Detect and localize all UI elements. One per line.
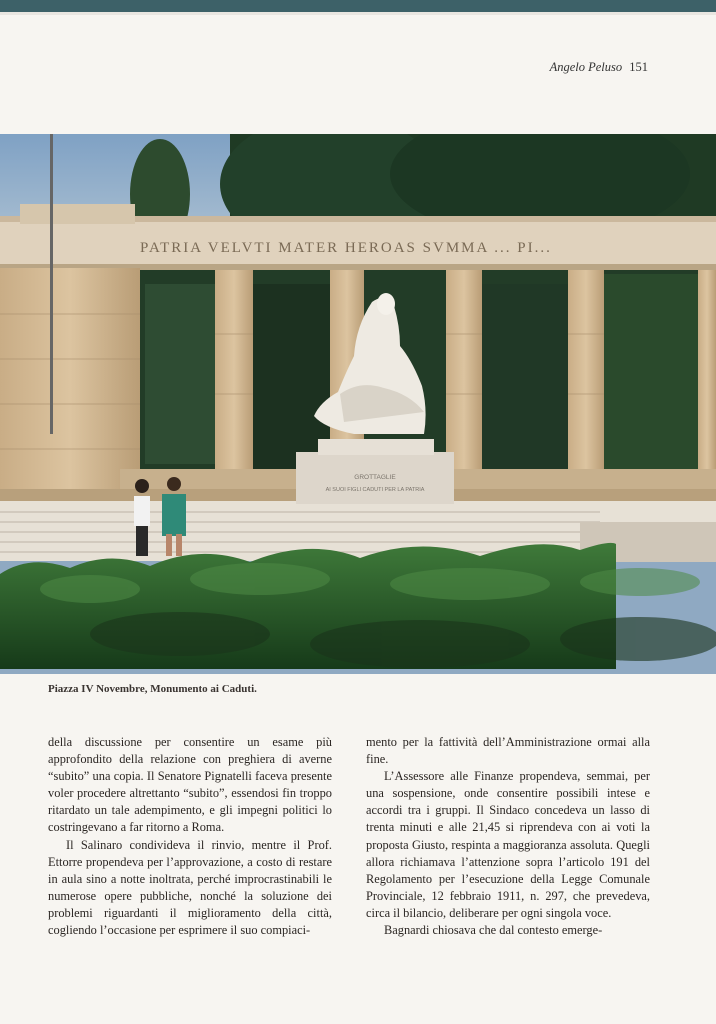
paragraph: Bagnardi chiosava che dal contesto emerge-: [384, 923, 603, 938]
paragraph: Il Salinaro condivideva il rinvio, mentre il Prof. Ettorre propendeva per l’approvazione, a costo di restare in aula sino a notte inoltrata, perché improcrastinabili le numerose opere pubbliche, nonché la soluzione dei problemi riguardanti il miglioramento della città, cogliendo l’occasione per esprimere il suo compiaci-: [48, 837, 332, 938]
monument-photo: [0, 134, 716, 674]
page-number: 151: [629, 60, 648, 74]
body-column-right: [366, 734, 650, 939]
page-top-edge: [0, 0, 716, 12]
running-head: [550, 60, 648, 75]
photo-caption: Piazza IV Novembre, Monumento ai Caduti.: [48, 683, 257, 695]
plinth-line-1: GROTTAGLIE: [354, 474, 396, 481]
frieze-inscription: PATRIA VELVTI MATER HEROAS SVMMA ... PI...: [140, 240, 552, 256]
author-name: Angelo Peluso: [549, 60, 623, 74]
paragraph: mento per la fattività dell’Amministrazione ormai alla fine.: [366, 735, 650, 767]
body-column-left: [48, 734, 332, 939]
paragraph: L’Assessore alle Finanze propendeva, semmai, per una sospensione, onde consentire possibili intese e accordi tra i gruppi. Il Sindaco concedeva un lasso di trenta minuti e alle 21,45 si riprendeva con ai voti la proposta Giusto, respinta a maggioranza assoluta. Quegli allora richiamava l’attenzione sopra l’articolo 191 del Regolamento per l’esecuzione della Legge Comunale Provinciale, 12 febbraio 1911, n. 297, che prevedeva, circa il bilancio, deliberare per ogni singola voce.: [366, 769, 650, 920]
paragraph: della discussione per consentire un esame più approfondito della relazione con preghiera di averne “subito” una copia. Il Senatore Pignatelli faceva presente voler procedere altrettanto “subito”, essendosi fin troppo ritardato un tale adempimento, e gli impegni politici lo costringevano a far ritorno a Roma.: [48, 735, 332, 835]
page-top-edge-shadow: [0, 12, 716, 15]
plinth-line-2: AI SUOI FIGLI CADUTI PER LA PATRIA: [325, 487, 425, 493]
